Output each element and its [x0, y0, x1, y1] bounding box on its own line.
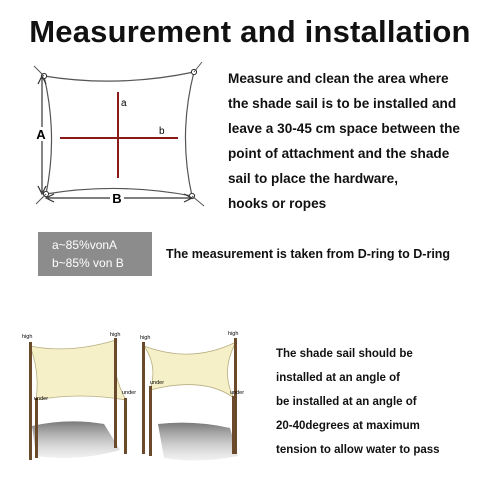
pole: [232, 396, 235, 454]
label-high: high: [22, 334, 33, 340]
label-high: high: [110, 332, 121, 338]
installation-illustration: [8, 320, 266, 470]
measure-line: the shade sail is to be installed and: [228, 96, 457, 111]
label-under: under: [230, 390, 245, 396]
label-under: under: [150, 380, 165, 386]
pole: [149, 386, 152, 456]
ground-shadow: [32, 421, 120, 458]
ratio-a: a~85%vonA: [52, 238, 118, 252]
measure-line: Measure and clean the area where: [228, 71, 449, 86]
label-b: b: [159, 126, 165, 137]
measure-line: sail to place the hardware,: [228, 171, 398, 186]
measure-instructions: [228, 66, 498, 216]
pole: [29, 342, 32, 460]
measurement-diagram: [18, 58, 218, 210]
measure-line: hooks or ropes: [228, 196, 327, 211]
ratio-b: b~85% von B: [52, 256, 124, 270]
dring-note: The measurement is taken from D-ring to D-ring: [166, 247, 451, 261]
angle-line: 20-40degrees at maximum: [276, 420, 420, 432]
angle-line: installed at an angle of: [276, 372, 400, 384]
angle-line: The shade sail should be: [276, 348, 413, 360]
angle-line: tension to allow water to pass: [276, 444, 440, 456]
page-title: Measurement and installation: [29, 14, 471, 49]
pole: [114, 338, 117, 448]
label-under: under: [122, 390, 137, 396]
label-A: A: [36, 127, 46, 142]
label-high: high: [140, 335, 151, 341]
sail-2: [144, 342, 236, 398]
angle-instructions: [276, 342, 498, 462]
ground-shadow: [158, 423, 238, 461]
label-B: B: [112, 191, 122, 206]
sail-1: [30, 340, 126, 400]
label-a: a: [121, 98, 127, 109]
label-under: under: [34, 396, 49, 402]
pole: [124, 398, 127, 454]
measure-line: leave a 30-45 cm space between the: [228, 121, 460, 136]
pole: [142, 342, 145, 454]
angle-line: be installed at an angle of: [276, 396, 417, 408]
measure-line: point of attachment and the shade: [228, 146, 450, 161]
pole: [35, 398, 38, 458]
ratio-box: [38, 232, 152, 276]
label-high: high: [228, 331, 239, 337]
